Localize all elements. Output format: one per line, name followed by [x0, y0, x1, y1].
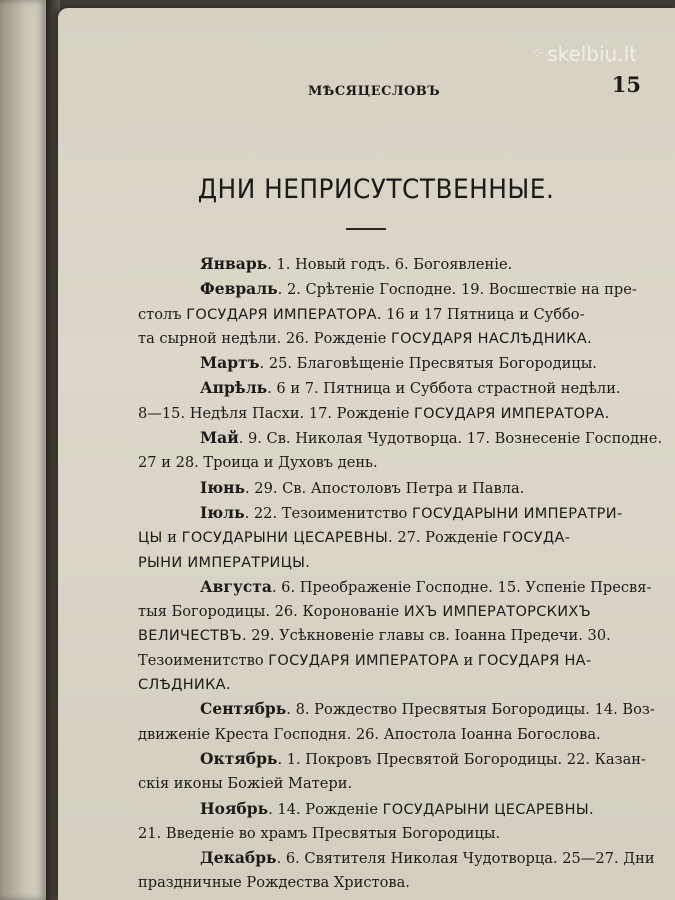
entry-text: та сырной недѣли. 26. Рожденіе — [138, 329, 392, 347]
imperial-title: ГОСУДАРЫНИ ЦЕСАРЕВНЫ — [382, 801, 589, 818]
month-name: Сентябрь — [200, 699, 287, 719]
text-line — [138, 673, 648, 697]
month-name: Апрѣль — [200, 378, 268, 398]
entry-text: скія иконы Божіей Матери. — [138, 775, 353, 793]
imperial-title: РЫНИ ИМПЕРАТРИЦЫ — [138, 554, 306, 571]
entry-text: движеніе Креста Господня. 26. Апостола Іоанна Богослова. — [138, 725, 601, 743]
text-line — [138, 402, 648, 426]
entry-text: . 29. Усѣкновеніе главы св. Іоанна Предечи. 30. — [241, 627, 611, 645]
text-line — [138, 871, 648, 895]
holiday-list — [138, 252, 663, 896]
month-name: Мартъ — [200, 353, 260, 373]
entry-text: . 1. Новый годъ. 6. Богоявленіе. — [267, 256, 513, 273]
text-line — [138, 600, 648, 624]
entry-text: . 29. Св. Апостоловъ Петра и Павла. — [245, 479, 525, 497]
watermark — [531, 42, 637, 66]
text-line — [138, 376, 648, 401]
text-line — [138, 846, 655, 871]
imperial-title: ГОСУДАРЯ НА- — [477, 652, 592, 669]
running-head: МѢСЯЦЕСЛОВЪ — [308, 84, 441, 99]
entry-text: . — [604, 404, 610, 422]
text-line — [138, 303, 648, 327]
imperial-title: ИХЪ ИМПЕРАТОРСКИХЪ — [403, 604, 591, 621]
text-line — [138, 697, 655, 722]
entry-text: . — [588, 800, 594, 818]
text-line — [138, 501, 648, 526]
text-line — [138, 327, 648, 351]
entry-text: и — [458, 651, 478, 669]
watermark-logo-icon: ⁘ — [531, 46, 542, 62]
entry-text: . — [305, 553, 310, 571]
text-line — [138, 747, 648, 772]
text-line — [138, 575, 652, 600]
text-line — [138, 351, 648, 376]
imperial-title: СЛѢДНИКА — [138, 677, 226, 694]
entry-text: . 25. Благовѣщеніе Пресвятыя Богородицы. — [259, 355, 597, 373]
text-line — [138, 426, 663, 451]
text-line — [138, 624, 648, 648]
text-line — [138, 526, 648, 550]
entry-text: праздничные Рождества Христова. — [138, 874, 410, 892]
month-name: Октябрь — [200, 748, 278, 768]
month-name: Январь — [200, 254, 268, 273]
text-line — [138, 551, 648, 575]
entry-text: . 8. Рождество Пресвятыя Богородицы. 14. Воз- — [286, 701, 655, 719]
month-name: Августа — [200, 576, 272, 596]
watermark-text: skelbiu.lt — [547, 42, 637, 66]
imperial-title: ГОСУДАРЫНИ ИМПЕРАТРИ- — [411, 505, 623, 522]
imperial-title: ВЕЛИЧЕСТВЪ — [138, 628, 242, 645]
entry-text: 21. Введеніе во храмъ Пресвятыя Богородицы. — [138, 824, 501, 842]
entry-text: . 2. Срѣтеніе Господне. 19. Восшествіе на пре- — [277, 281, 637, 299]
entry-text: . 27. Рожденіе — [388, 529, 503, 547]
month-name: Декабрь — [200, 848, 277, 868]
entry-text: . — [225, 676, 231, 694]
text-line — [138, 277, 648, 302]
entry-text: . — [586, 329, 592, 347]
imperial-title: ГОСУДАРЯ ИМПЕРАТОРА — [414, 405, 605, 422]
month-name: Февраль — [200, 279, 278, 299]
entry-text: . 22. Тезоименитство — [244, 504, 412, 522]
imperial-title: ГОСУДА- — [502, 530, 571, 547]
month-name: Ноябрь — [200, 798, 269, 818]
imperial-title: ГОСУДАРЯ НАСЛѢДНИКА — [391, 330, 587, 347]
imperial-title: ГОСУДАРЫНИ ЦЕСАРЕВНЫ — [181, 530, 389, 547]
entry-text: . 6. Святителя Николая Чудотворца. 25—27. Дни — [276, 850, 655, 868]
entry-text: . 1. Покровъ Пресвятой Богородицы. 22. Казан- — [277, 750, 646, 768]
title-divider — [346, 228, 386, 230]
imperial-title: ЦЫ — [138, 530, 163, 547]
entry-text: . 14. Рожденіе — [268, 800, 383, 818]
entry-text: . 6. Преображеніе Господне. 15. Успеніе Пресвя- — [271, 578, 652, 596]
facing-page-edge — [0, 0, 46, 900]
text-line — [138, 649, 648, 673]
entry-text: 27 и 28. Троица и Духовъ день. — [138, 454, 378, 472]
imperial-title: ГОСУДАРЯ ИМПЕРАТОРА — [268, 652, 459, 669]
month-name: Іюнь — [200, 477, 246, 497]
entry-text: 8—15. Недѣля Пасхи. 17. Рожденіе — [138, 404, 414, 422]
entry-text: . 9. Св. Николая Чудотворца. 17. Вознесеніе Господне. — [238, 430, 663, 448]
entry-text: и — [162, 529, 182, 547]
text-line — [138, 451, 648, 475]
entry-text: . 6 и 7. Пятница и Суббота страстной недѣли. — [267, 380, 621, 398]
entry-text: столъ — [138, 305, 187, 323]
entry-text: . 16 и 17 Пятница и Суббо- — [376, 305, 585, 323]
page-number: 15 — [611, 72, 641, 97]
imperial-title: ГОСУДАРЯ ИМПЕРАТОРА — [186, 306, 377, 323]
page-title: ДНИ НЕПРИСУТСТВЕННЫЕ. — [197, 174, 555, 205]
entry-text: тыя Богородицы. 26. Коронованіе — [138, 603, 404, 621]
month-name: Май — [200, 428, 239, 448]
month-name: Іюль — [200, 502, 245, 522]
text-line — [138, 822, 648, 846]
text-line — [138, 723, 648, 747]
entry-text: Тезоименитство — [138, 651, 269, 669]
text-line — [138, 476, 648, 501]
book-page — [58, 8, 675, 900]
text-line — [138, 252, 648, 277]
text-line — [138, 772, 648, 796]
text-line — [138, 797, 648, 822]
